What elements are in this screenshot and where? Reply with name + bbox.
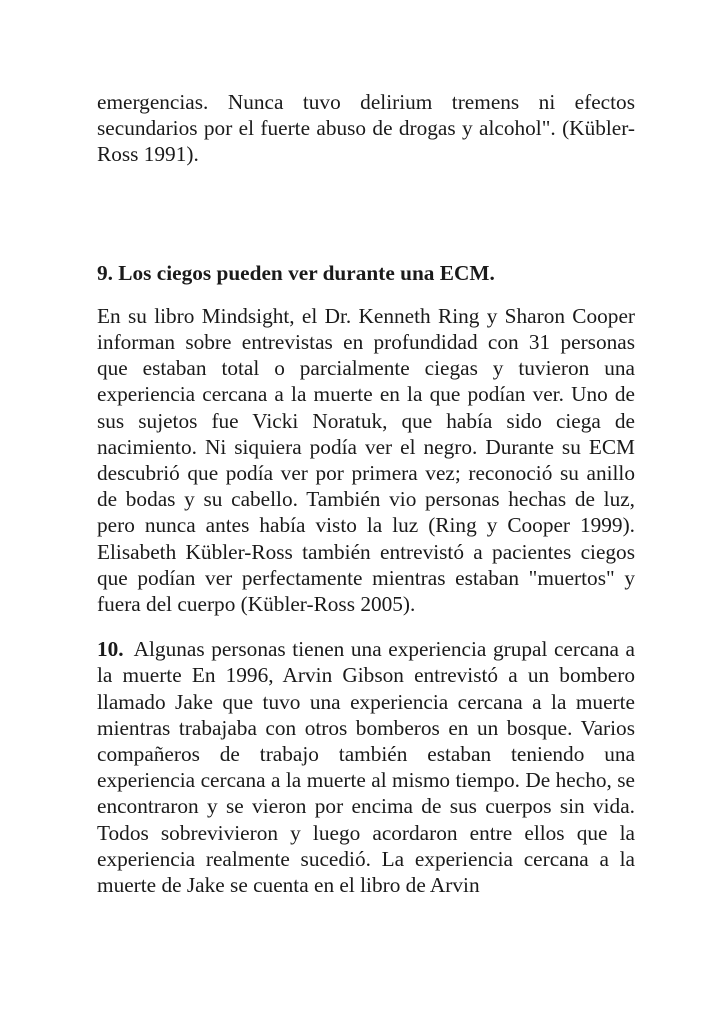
spacer: [97, 617, 635, 636]
continuation-paragraph: emergencias. Nunca tuvo delirium tremens ni efectos secundarios por el fuerte abuso de drogas y alcohol". (Kübler-Ross 1991).: [97, 90, 635, 167]
section-10-paragraph: [97, 636, 635, 898]
section-9-body: En su libro Mindsight, el Dr. Kenneth Ring y Sharon Cooper informan sobre entrevistas en profundidad con 31 personas que estaban total o parcialmente ciegas y tuvieron una experiencia cercana a la muerte en la que podían ver. Uno de sus sujetos fue Vicki Noratuk, que había sido ciega de nacimiento. Ni siquiera podía ver el negro. Durante su ECM descubrió que podía ver por primera vez; reconoció su anillo de bodas y su cabello. También vio personas hechas de luz, pero nunca antes había visto la luz (Ring y Cooper 1999). Elisabeth Kübler-Ross también entrevistó a pacientes ciegos que podían ver perfectamente mientras estaban "muertos" y fuera del cuerpo (Kübler-Ross 2005).: [97, 303, 635, 617]
section-10-number: 10.: [97, 637, 124, 662]
spacer: [97, 168, 635, 260]
section-10-body: Algunas personas tienen una experiencia grupal cercana a la muerte En 1996, Arvin Gibson entrevistó a un bombero llamado Jake que tuvo una experiencia cercana a la muerte mientras trabajaba con otros bomberos en un bosque. Varios compañeros de trabajo también estaban teniendo una experiencia cercana a la muerte al mismo tiempo. De hecho, se encontraron y se vieron por encima de sus cuerpos sin vida. Todos sobrevivieron y luego acordaron entre ellos que la experiencia realmente sucedió. La experiencia cercana a la muerte de Jake se cuenta en el libro de Arvin: [97, 637, 635, 898]
document-page: [97, 89, 635, 898]
spacer: [97, 286, 635, 303]
section-9-heading: 9. Los ciegos pueden ver durante una ECM.: [97, 260, 495, 285]
